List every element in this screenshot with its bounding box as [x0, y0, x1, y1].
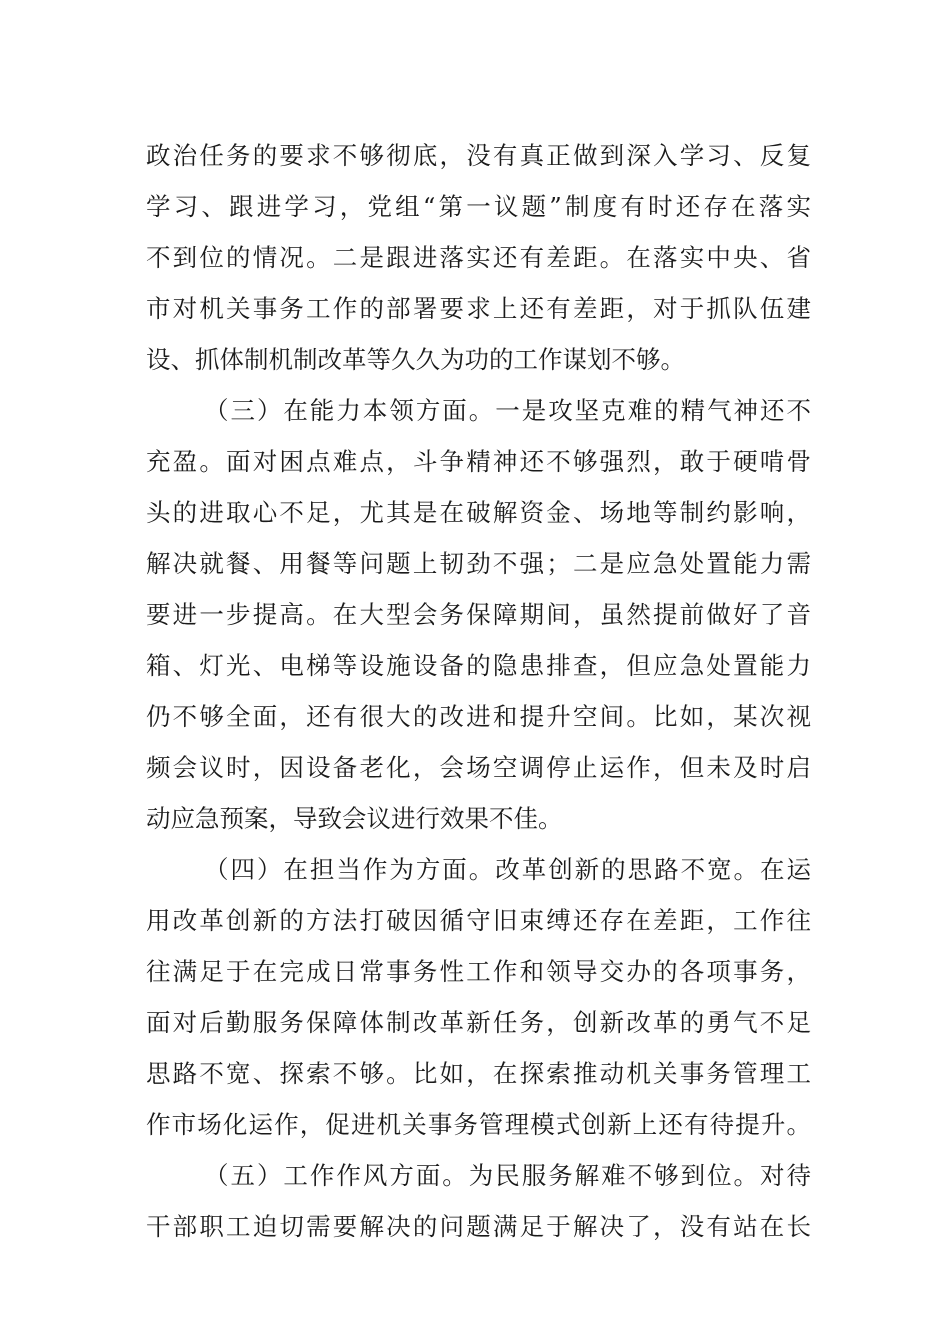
text-line: 干部职工迫切需要解决的问题满足于解决了，没有站在长	[146, 1212, 811, 1241]
document-body	[146, 130, 811, 1252]
text-line: 政治任务的要求不够彻底，没有真正做到深入学习、反复	[146, 141, 811, 170]
text-line: 动应急预案，导致会议进行效果不佳。	[146, 804, 563, 833]
text-line: 面对后勤服务保障体制改革新任务，创新改革的勇气不足	[146, 1008, 811, 1037]
text-line: 仍不够全面，还有很大的改进和提升空间。比如，某次视	[146, 702, 811, 731]
text-line: 市对机关事务工作的部署要求上还有差距，对于抓队伍建	[146, 294, 811, 323]
text-line: 往满足于在完成日常事务性工作和领导交办的各项事务，	[146, 957, 811, 986]
text-line: 要进一步提高。在大型会务保障期间，虽然提前做好了音	[146, 600, 811, 629]
text-line: 设、抓体制机制改革等久久为功的工作谋划不够。	[146, 345, 685, 374]
section-heading-line: （五）工作作风方面。为民服务解难不够到位。对待	[204, 1161, 811, 1190]
text-line: 思路不宽、探索不够。比如，在探索推动机关事务管理工	[146, 1059, 811, 1088]
text-line: 箱、灯光、电梯等设施设备的隐患排查，但应急处置能力	[146, 651, 811, 680]
text-line: 头的进取心不足，尤其是在破解资金、场地等制约影响，	[146, 498, 811, 527]
section-heading-line: （三）在能力本领方面。一是攻坚克难的精气神还不	[204, 396, 811, 425]
text-line: 用改革创新的方法打破因循守旧束缚还存在差距，工作往	[146, 906, 811, 935]
text-line: 作市场化运作，促进机关事务管理模式创新上还有待提升。	[146, 1110, 811, 1139]
text-line: 不到位的情况。二是跟进落实还有差距。在落实中央、省	[146, 243, 811, 272]
text-line: 频会议时，因设备老化，会场空调停止运作，但未及时启	[146, 753, 811, 782]
text-line: 解决就餐、用餐等问题上韧劲不强；二是应急处置能力需	[146, 549, 811, 578]
text-line: 充盈。面对困点难点，斗争精神还不够强烈，敢于硬啃骨	[146, 447, 811, 476]
section-heading-line: （四）在担当作为方面。改革创新的思路不宽。在运	[204, 855, 811, 884]
text-line: 学习、跟进学习，党组“第一议题”制度有时还存在落实	[146, 192, 811, 221]
